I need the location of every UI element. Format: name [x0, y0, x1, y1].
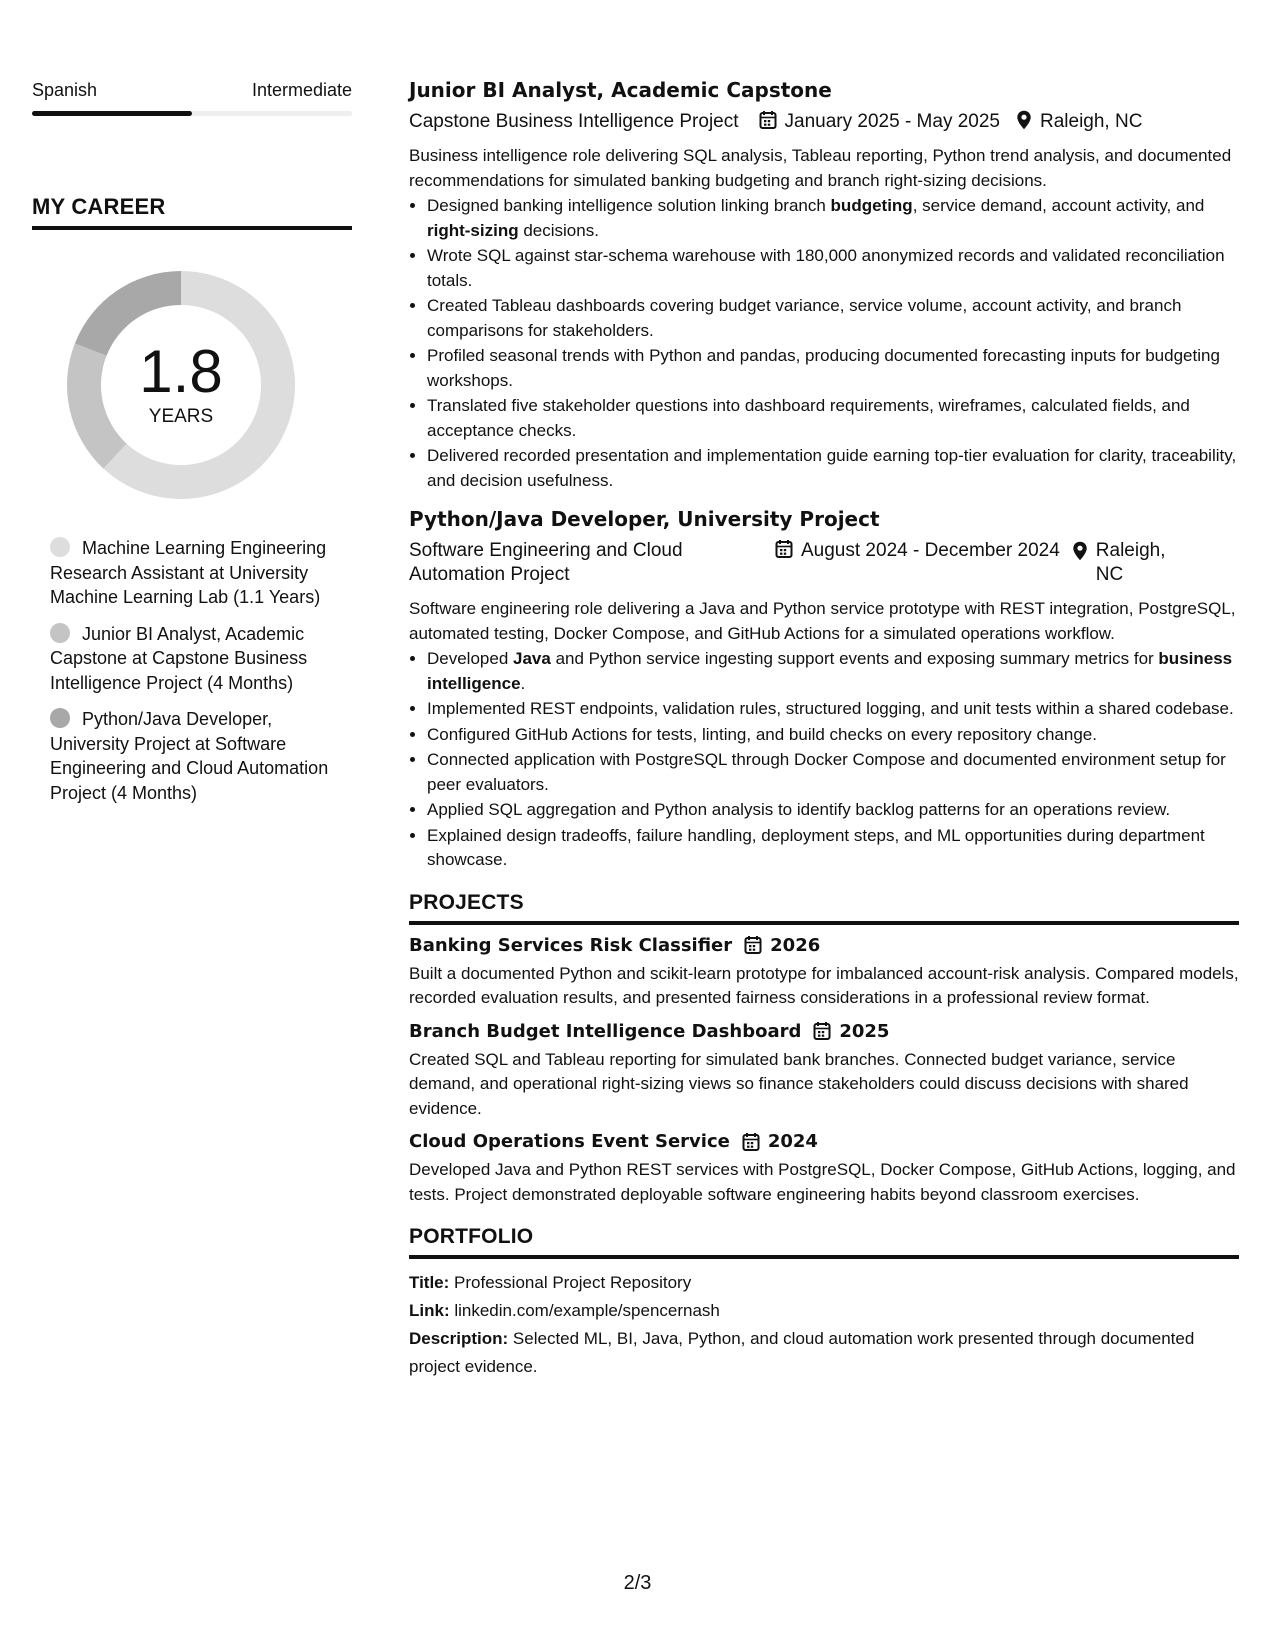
job-description: Software engineering role delivering a Java and Python service prototype with REST integration, PostgreSQL, automated testing, Docker Compose, and GitHub Actions for a simulated operations workflow.: [409, 599, 1236, 643]
career-legend-item: [50, 622, 335, 696]
job-bullet: • Delivered recorded presentation and implementation guide earning top-tier evaluation for clarity, traceability, and decision usefulness.: [427, 444, 1239, 493]
job-title: Junior BI Analyst, Academic Capstone: [409, 78, 832, 102]
job-bullet: • Connected application with PostgreSQL through Docker Compose and documented environment setup for peer evaluators.: [427, 748, 1239, 797]
main-content: [409, 78, 1239, 1381]
bullet-emphasis: budgeting: [830, 196, 913, 215]
calendar-icon: [742, 1132, 760, 1152]
job-bullet: • Wrote SQL against star-schema warehouse with 180,000 anonymized records and validated reconciliation totals.: [427, 244, 1239, 293]
project-name: Banking Services Risk Classifier: [409, 934, 733, 956]
project-description: Developed Java and Python REST services with PostgreSQL, Docker Compose, GitHub Actions, logging, and tests. Project demonstrated deployable software engineering habits beyond classroom exercises.: [409, 1160, 1236, 1204]
portfolio-description-row: [409, 1325, 1239, 1381]
job-bullets: [409, 647, 1239, 873]
language-name: Spanish: [32, 80, 98, 100]
legend-label: Machine Learning Engineering Research Assistant at University Machine Learning Lab (1.1 Years): [50, 538, 327, 607]
language-row: [32, 80, 352, 101]
project-year: 2026: [770, 934, 821, 956]
job-location: Raleigh, NC: [1040, 111, 1143, 132]
bullet-emphasis: Java: [513, 649, 551, 668]
portfolio-link-row: [409, 1297, 1239, 1325]
job-dates: August 2024 - December 2024: [801, 540, 1060, 561]
job-bullet: • Profiled seasonal trends with Python and pandas, producing documented forecasting inputs for budgeting workshops.: [427, 344, 1239, 393]
job-entry: [409, 78, 1239, 493]
job-dates-wrap: [759, 110, 1000, 134]
job-entry: [409, 507, 1239, 873]
job-title: Python/Java Developer, University Project: [409, 507, 880, 531]
career-legend: [50, 536, 335, 805]
project-year: 2025: [839, 1020, 890, 1042]
career-donut-chart: [66, 270, 296, 500]
bullet-emphasis: right-sizing: [427, 220, 519, 240]
legend-dot-3: [50, 708, 70, 728]
project-entry: [409, 1131, 1239, 1207]
project-entry: [409, 1021, 1239, 1122]
job-bullet: • Translated five stakeholder questions into dashboard requirements, wireframes, calculated fields, and acceptance checks.: [427, 394, 1239, 443]
project-description: Created SQL and Tableau reporting for simulated bank branches. Connected budget variance, service demand, and operational right-sizing views so finance stakeholders could discuss decisions with shared evidence.: [409, 1049, 1189, 1118]
job-description: Business intelligence role delivering SQL analysis, Tableau reporting, Python trend analysis, and documented recommendations for simulated banking budgeting and branch right-sizing decisions.: [409, 146, 1232, 190]
job-bullet: • Created Tableau dashboards covering budget variance, service volume, account activity, and branch comparisons for stakeholders.: [427, 294, 1239, 343]
legend-label: Python/Java Developer, University Project at Software Engineering and Cloud Automation Project (4 Months): [50, 709, 329, 803]
legend-dot-1: [50, 537, 70, 557]
portfolio-link-label: Link:: [409, 1301, 450, 1320]
portfolio-title-row: [409, 1269, 1239, 1297]
portfolio-section-title: PORTFOLIO: [409, 1225, 1239, 1259]
portfolio-description-value: Selected ML, BI, Java, Python, and cloud automation work presented through documented project evidence.: [409, 1329, 1195, 1376]
project-description: Built a documented Python and scikit-learn prototype for imbalanced account-risk analysis. Compared models, recorded evaluation results, and presented fairness considerations in a professional review format.: [409, 963, 1239, 1007]
project-year: 2024: [767, 1131, 818, 1152]
job-bullets: [409, 194, 1239, 493]
job-bullet: • Designed banking intelligence solution linking branch budgeting, service demand, account activity, and right-sizing decisions.: [427, 194, 1239, 243]
portfolio-link[interactable]: linkedin.com/example/spencernash: [454, 1301, 720, 1320]
legend-dot-2: [50, 623, 70, 643]
bullet-emphasis: business intelligence: [427, 649, 1233, 693]
career-total-value: 1.8: [139, 338, 223, 405]
language-level: Intermediate: [251, 80, 352, 100]
portfolio-description-label: Description:: [409, 1329, 509, 1348]
map-pin-icon: [1072, 541, 1088, 561]
projects-section-title: PROJECTS: [409, 891, 1239, 925]
project-head: [409, 935, 1239, 956]
career-section-title: MY CAREER: [32, 194, 352, 230]
job-bullet: • Developed Java and Python service ingesting support events and exposing summary metrics for business intelligence.: [427, 647, 1239, 696]
portfolio-block: [409, 1269, 1239, 1381]
language-proficiency-bar: [32, 111, 352, 116]
job-bullet: • Implemented REST endpoints, validation rules, structured logging, and unit tests within a shared codebase.: [427, 697, 1239, 722]
portfolio-title-value: Professional Project Repository: [454, 1273, 692, 1292]
job-company: Software Engineering and Cloud Automation Project: [409, 540, 683, 585]
job-bullet: • Applied SQL aggregation and Python analysis to identify backlog patterns for an operations review.: [427, 798, 1239, 823]
job-bullet: • Configured GitHub Actions for tests, linting, and build checks on every repository change.: [427, 723, 1239, 748]
language-proficiency-fill: [32, 111, 192, 116]
job-location-wrap: [1072, 539, 1182, 587]
job-company: Capstone Business Intelligence Project: [409, 111, 739, 132]
project-name: Cloud Operations Event Service: [409, 1131, 730, 1152]
job-meta: [409, 110, 1239, 134]
project-entry: [409, 935, 1239, 1011]
legend-label: Junior BI Analyst, Academic Capstone at Capstone Business Intelligence Project (4 Months): [50, 623, 308, 693]
calendar-icon: [744, 935, 762, 955]
career-legend-item: [50, 707, 335, 805]
sidebar: [32, 80, 352, 817]
career-donut-center: [66, 270, 296, 500]
project-name: Branch Budget Intelligence Dashboard: [409, 1020, 802, 1042]
calendar-icon: [813, 1021, 831, 1041]
job-location-wrap: [1016, 110, 1142, 134]
project-head: [409, 1021, 1239, 1042]
project-head: [409, 1131, 1239, 1152]
job-meta: [409, 539, 1239, 587]
job-location: Raleigh, NC: [1095, 540, 1166, 585]
calendar-icon: [759, 110, 777, 130]
page-number: 2/3: [623, 1572, 652, 1594]
job-bullet: • Explained design tradeoffs, failure handling, deployment steps, and ML opportunities during department showcase.: [427, 824, 1239, 873]
portfolio-title-label: Title:: [409, 1273, 450, 1292]
career-legend-item: [50, 536, 335, 610]
job-dates-wrap: [775, 539, 1060, 563]
map-pin-icon: [1016, 110, 1032, 130]
career-total-unit: YEARS: [148, 406, 214, 427]
job-dates: January 2025 - May 2025: [784, 111, 1000, 132]
calendar-icon: [775, 539, 793, 559]
